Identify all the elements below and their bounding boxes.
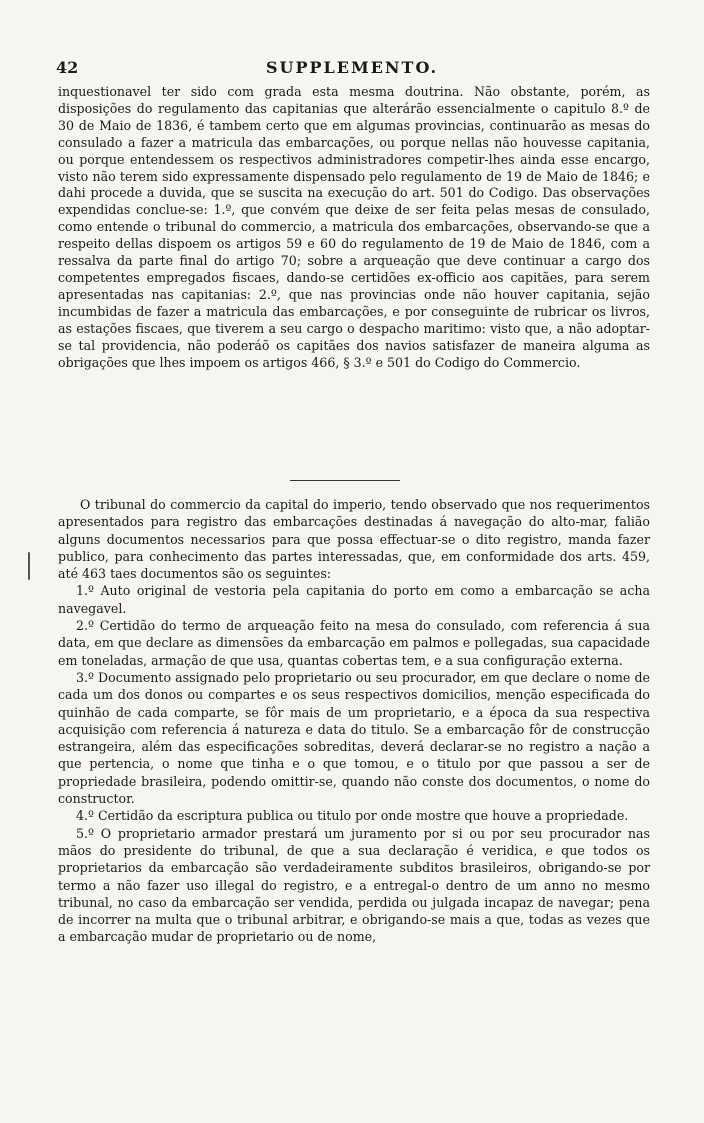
document-item-4: 4.º Certidão da escriptura publica ou titulo por onde mostre que houve a propriedade. — [76, 808, 629, 824]
continued-text-section — [58, 84, 650, 371]
document-item-5: 5.º O proprietario armador prestará um juramento por si ou por seu procurador nas mãos do presidente do tribunal, de que a sua declaração é veridica, e que todos os proprietarios da embarcação são verdadeiramente subditos brasileiros, obrigando-se por termo a não fazer uso illegal do registro, e a entregal-o dentro de um anno no mesmo tribunal, no caso da embarcação ser vendida, perdida ou julgada incapaz de navegar; pena de incorrer na multa que o tribunal arbitrar, e obrigando-se mais a que, todas as vezes que a embarcação mudar de proprietario ou de nome, — [58, 825, 650, 945]
document-item-3: 3.º Documento assignado pelo proprietario ou seu procurador, em que declare o nome de cada um dos donos ou compartes e os seus respectivos domicilios, menção especificada do quinhão de cada comparte, se fôr mais de um proprietario, e a época da sua respectiva acquisição com referencia á natureza e data do titulo. Se a embarcação fôr de construcção estrangeira, além das especificações sobreditas, deverá declarar-se no registro a nação a que pertencia, o nome que tinha e o que tomou, e o titulo por que passou a ser de propriedade brasileira, podendo omittir-se, quando não conste dos documentos, o nome do constructor. — [58, 669, 650, 807]
document-item-2: 2.º Certidão do termo de arqueação feito na mesa do consulado, com referencia á sua data, em que declare as dimensões da embarcação em palmos e pollegadas, sua capacidade em toneladas, armação de que usa, quantas cobertas tem, e a sua configuração externa. — [58, 618, 650, 668]
document-item-1: 1.º Auto original de vestoria pela capitania do porto em como a embarcação se acha navegavel. — [58, 583, 650, 616]
page-header — [56, 58, 648, 80]
tribunal-notice-section — [58, 496, 650, 946]
running-title: SUPPLEMENTO. — [265, 58, 439, 77]
section-divider — [290, 480, 400, 481]
paragraph-continued: inquestionavel ter sido com grada esta mesma doutrina. Não obstante, porém, as disposições do regulamento das capitanias que alterárão essencialmente o capitulo 8.º de 30 de Maio de 1836, é tambem certo que em algumas provincias, continuarão as mesas do consulado a fazer a matricula das embarcações, ou porque nellas não houvesse capitania, ou porque entendessem os respectivos administradores competir-lhes ainda esse encargo, visto não terem sido expressamente dispensado pelo regulamento de 19 de Maio de 1846; e dahi procede a duvida, que se suscita na execução do art. 501 do Codigo. Das observações expendidas conclue-se: 1.º, que convém que deixe de ser feita pelas mesas de consulado, como entende o tribunal do commercio, a matricula dos embarcações, observando-se que a respeito dellas dispoem os artigos 59 e 60 do regulamento de 19 de Maio de 1846, com a ressalva da parte final do artigo 70; sobre a arqueação que deve continuar a cargo dos competentes empregados fiscaes, dando-se certidões ex-officio aos capitães, para serem apresentadas nas capitanias: 2.º, que nas provincias onde não houver capitania, sejão incumbidas de fazer a matricula das embarcações, e por conseguinte de rubricar os livros, as estações fiscaes, que tiverem a seu cargo o despacho maritimo: visto que, a não adoptar-se tal providencia, não poderáõ os capitães dos navios satisfazer de maneira alguma as obrigações que lhes impoem os artigos 466, § 3.º e 501 do Codigo do Commercio. — [58, 84, 650, 370]
notice-intro: O tribunal do commercio da capital do imperio, tendo observado que nos requerimentos apresentados para registro das embarcações destinadas á navegação do alto-mar, falião alguns documentos necessarios para que possa effectuar-se o dito registro, manda fazer publico, para conhecimento das partes interessadas, que, em conformidade dos arts. 459, até 463 taes documentos são os seguintes: — [58, 497, 650, 582]
margin-mark — [28, 552, 30, 580]
page-number: 42 — [56, 58, 79, 77]
